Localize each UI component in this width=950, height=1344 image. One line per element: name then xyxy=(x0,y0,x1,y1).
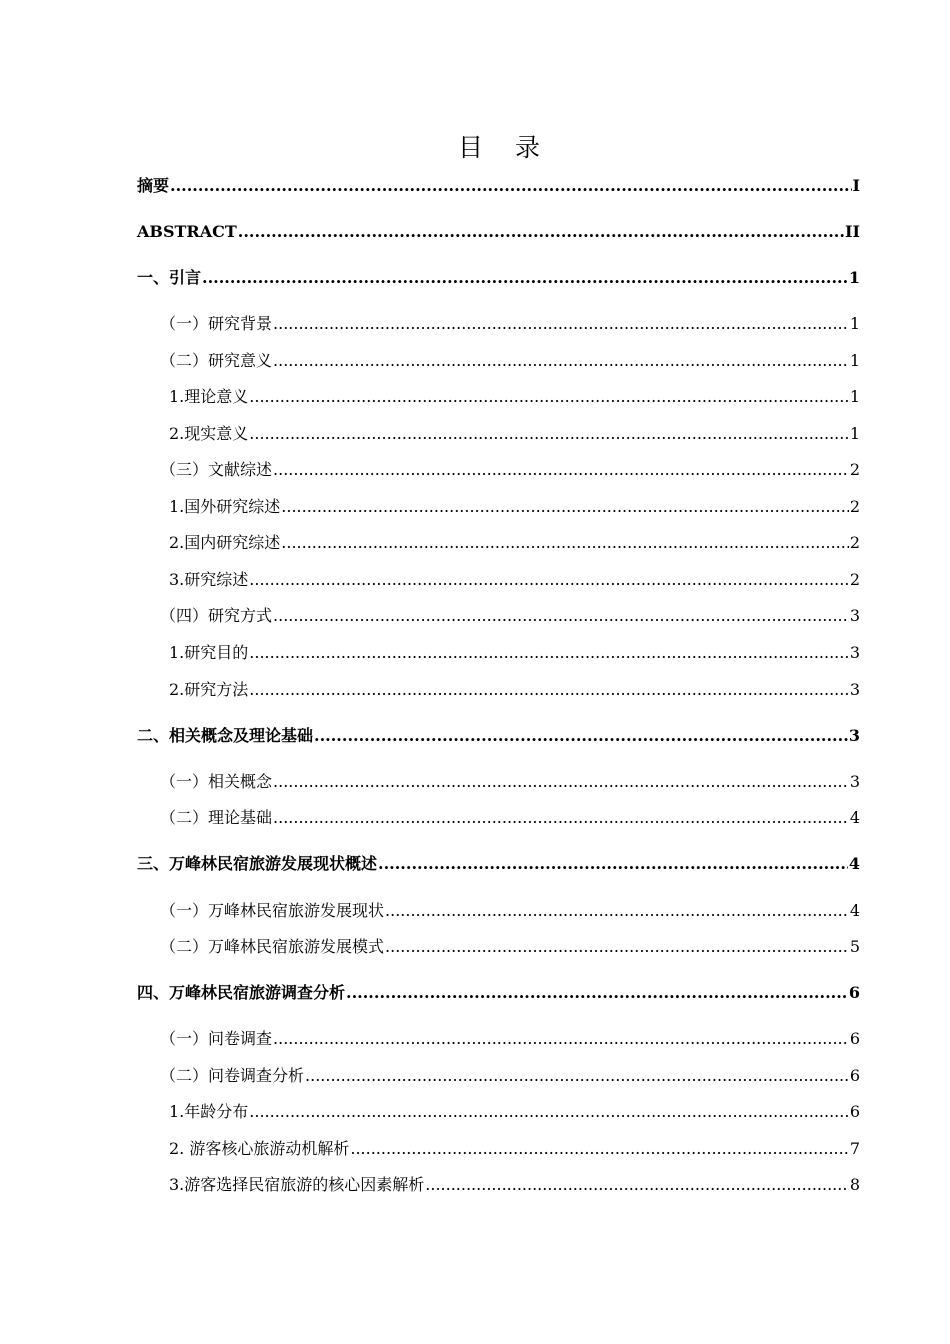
toc-entry-label: 一、引言 xyxy=(137,268,202,287)
toc-entry[interactable] xyxy=(160,347,860,371)
toc-leader-dots xyxy=(305,1066,849,1086)
toc-entry-label: 1.理论意义 xyxy=(169,387,249,406)
toc-leader-dots xyxy=(249,424,849,444)
toc-entry[interactable] xyxy=(169,493,860,517)
toc-title: 目 录 xyxy=(458,133,552,162)
toc-entry[interactable] xyxy=(169,566,860,590)
toc-entry-label: 2.现实意义 xyxy=(169,424,249,443)
toc-entry-page-number: 2 xyxy=(849,497,860,516)
toc-entry-page-number: 2 xyxy=(849,533,860,552)
toc-entry-label: （二）研究意义 xyxy=(160,351,273,370)
toc-entry-page-number: 3 xyxy=(849,772,860,791)
toc-entry-label: ABSTRACT xyxy=(137,222,237,241)
toc-entry[interactable] xyxy=(137,722,860,746)
toc-entry-page-number: 3 xyxy=(848,726,860,745)
toc-entry-page-number: 6 xyxy=(848,983,860,1002)
toc-entry-page-number: I xyxy=(852,176,860,195)
toc-entry-page-number: 6 xyxy=(849,1102,860,1121)
toc-entry[interactable] xyxy=(169,1098,860,1122)
toc-entry-page-number: 1 xyxy=(849,314,860,333)
toc-entry[interactable] xyxy=(169,529,860,553)
toc-leader-dots xyxy=(238,222,844,242)
toc-entry-label: 2.国内研究综述 xyxy=(169,533,281,552)
toc-leader-dots xyxy=(385,901,849,921)
toc-leader-dots xyxy=(249,387,849,407)
toc-entry-label: 2.研究方法 xyxy=(169,680,249,699)
toc-entry-page-number: 6 xyxy=(849,1029,860,1048)
toc-entry-page-number: 7 xyxy=(849,1139,860,1158)
toc-entry-label: 四、万峰林民宿旅游调查分析 xyxy=(137,983,346,1002)
toc-entry-page-number: 3 xyxy=(849,606,860,625)
toc-entry[interactable] xyxy=(137,979,860,1003)
toc-entry[interactable] xyxy=(137,264,860,288)
toc-leader-dots xyxy=(378,854,848,874)
toc-entry[interactable] xyxy=(137,172,860,196)
toc-entry-label: 1.研究目的 xyxy=(169,643,249,662)
toc-entry-page-number: 1 xyxy=(849,424,860,443)
toc-entry[interactable] xyxy=(160,1062,860,1086)
toc-entry-label: 摘要 xyxy=(137,176,170,195)
toc-entry[interactable] xyxy=(169,383,860,407)
toc-entry[interactable] xyxy=(160,933,860,957)
toc-leader-dots xyxy=(273,460,849,480)
toc-entry-label: 三、万峰林民宿旅游发展现状概述 xyxy=(137,854,378,873)
toc-entry-label: 2. 游客核心旅游动机解析 xyxy=(169,1139,350,1158)
toc-entry[interactable] xyxy=(160,768,860,792)
toc-entry[interactable] xyxy=(160,804,860,828)
toc-entry-label: 1.国外研究综述 xyxy=(169,497,281,516)
toc-entry-label: （一）万峰林民宿旅游发展现状 xyxy=(160,901,385,920)
toc-entry-label: （二）理论基础 xyxy=(160,808,273,827)
toc-leader-dots xyxy=(249,570,849,590)
toc-entry-label: （二）问卷调查分析 xyxy=(160,1066,305,1085)
toc-entry[interactable] xyxy=(137,850,860,874)
toc-entry-page-number: 3 xyxy=(849,680,860,699)
toc-entry-page-number: 1 xyxy=(849,387,860,406)
toc-leader-dots xyxy=(273,606,849,626)
toc-entry-page-number: 6 xyxy=(849,1066,860,1085)
toc-entry[interactable] xyxy=(160,310,860,334)
toc-entry-label: （四）研究方式 xyxy=(160,606,273,625)
toc-entry-label: （一）研究背景 xyxy=(160,314,273,333)
toc-leader-dots xyxy=(281,533,849,553)
toc-entry-label: （一）问卷调查 xyxy=(160,1029,273,1048)
toc-entry-page-number: 1 xyxy=(848,268,860,287)
toc-entry[interactable] xyxy=(169,1135,860,1159)
toc-entry-label: 3.游客选择民宿旅游的核心因素解析 xyxy=(169,1175,425,1194)
toc-leader-dots xyxy=(314,726,848,746)
toc-entry-label: 3.研究综述 xyxy=(169,570,249,589)
toc-entry[interactable] xyxy=(160,602,860,626)
toc-entry-page-number: 4 xyxy=(848,854,860,873)
toc-leader-dots xyxy=(273,351,849,371)
toc-entry[interactable] xyxy=(160,1025,860,1049)
toc-entry-page-number: 1 xyxy=(849,351,860,370)
toc-entry[interactable] xyxy=(169,420,860,444)
toc-entry-label: （一）相关概念 xyxy=(160,772,273,791)
toc-entry-page-number: 2 xyxy=(849,570,860,589)
toc-entry[interactable] xyxy=(160,897,860,921)
toc-leader-dots xyxy=(249,1102,849,1122)
toc-leader-dots xyxy=(273,314,849,334)
toc-leader-dots xyxy=(350,1139,848,1159)
toc-leader-dots xyxy=(170,176,852,196)
toc-entry-page-number: II xyxy=(845,222,860,241)
toc-entry-label: （二）万峰林民宿旅游发展模式 xyxy=(160,937,385,956)
toc-leader-dots xyxy=(385,937,849,957)
toc-leader-dots xyxy=(425,1175,849,1195)
toc-entry[interactable] xyxy=(160,456,860,480)
toc-entry-label: （三）文献综述 xyxy=(160,460,273,479)
toc-entry[interactable] xyxy=(169,1171,860,1195)
toc-leader-dots xyxy=(273,772,849,792)
toc-leader-dots xyxy=(202,268,848,288)
toc-leader-dots xyxy=(249,643,849,663)
toc-entry-label: 二、相关概念及理论基础 xyxy=(137,726,314,745)
toc-entry-page-number: 8 xyxy=(849,1175,860,1194)
toc-entry-page-number: 2 xyxy=(849,460,860,479)
toc-entry[interactable] xyxy=(169,639,860,663)
toc-entry[interactable] xyxy=(169,676,860,700)
toc-leader-dots xyxy=(281,497,849,517)
toc-leader-dots xyxy=(273,1029,849,1049)
toc-entry-label: 1.年龄分布 xyxy=(169,1102,249,1121)
toc-leader-dots xyxy=(249,680,849,700)
toc-entry[interactable] xyxy=(137,218,860,242)
toc-entry-page-number: 3 xyxy=(849,643,860,662)
toc-entry-page-number: 4 xyxy=(849,901,860,920)
toc-entry-page-number: 5 xyxy=(849,937,860,956)
toc-leader-dots xyxy=(346,983,848,1003)
toc-leader-dots xyxy=(273,808,849,828)
toc-entry-page-number: 4 xyxy=(849,808,860,827)
